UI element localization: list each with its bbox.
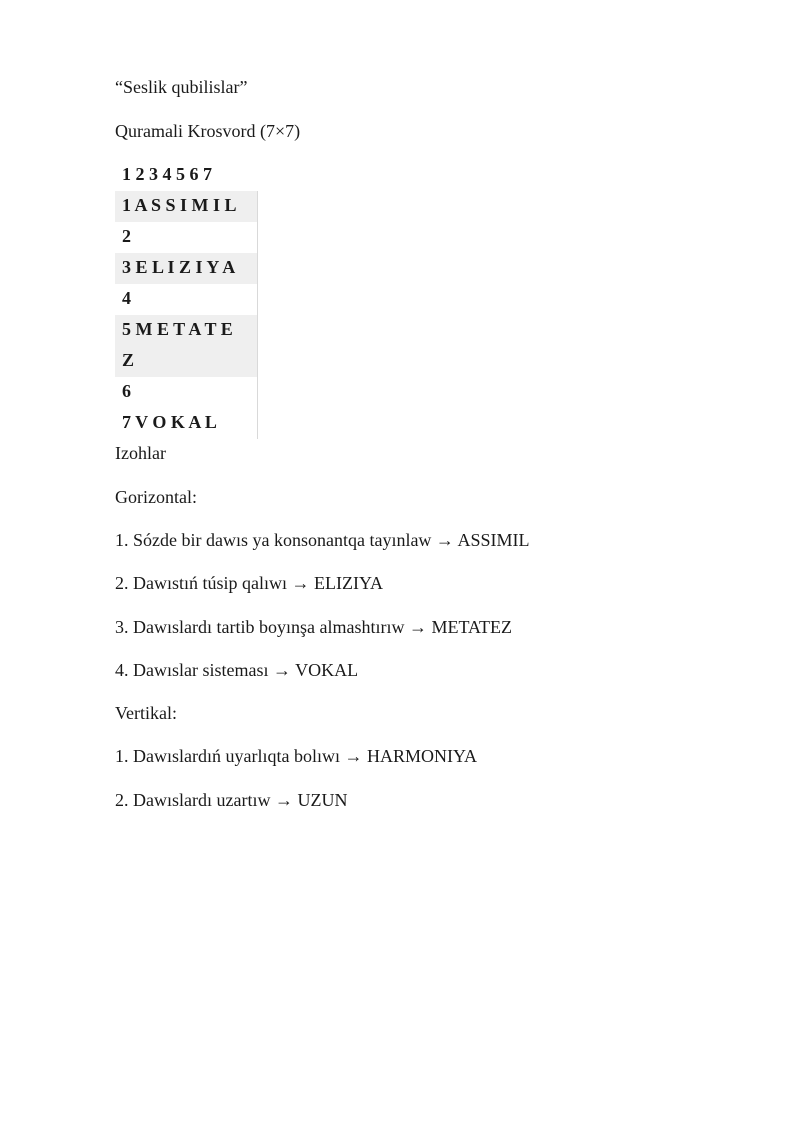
- crossword-grid: [115, 191, 258, 439]
- document-title: “Seslik qubilislar”: [115, 77, 248, 97]
- crossword-subtitle: Quramali Krosvord (7×7): [115, 121, 301, 141]
- table-row: 4: [122, 288, 131, 308]
- horizontal-clue-2: 2. Dawıstıń túsip qalıwı → ELIZIYA: [115, 573, 383, 593]
- table-row: 5 M E T A T E: [115, 315, 257, 346]
- table-row: Z: [115, 346, 257, 377]
- horizontal-clue-1: 1. Sózde bir dawıs ya konsonantqa tayınlaw → ASSIMIL: [115, 530, 530, 550]
- crossword-table: [115, 157, 258, 439]
- notes-heading: Izohlar: [115, 443, 166, 463]
- table-row: 2: [122, 226, 131, 246]
- table-row: 6: [122, 381, 131, 401]
- vertical-heading: Vertikal:: [115, 703, 177, 723]
- horizontal-heading: Gorizontal:: [115, 487, 197, 507]
- vertical-clue-1: 1. Dawıslardıń uyarlıqta bolıwı → HARMONIYA: [115, 746, 477, 766]
- horizontal-clue-4: 4. Dawıslar sisteması → VOKAL: [115, 660, 359, 680]
- column-numbers: 1 2 3 4 5 6 7: [122, 164, 212, 184]
- vertical-clue-2: 2. Dawıslardı uzartıw → UZUN: [115, 790, 348, 810]
- table-row: 3 E L I Z I Y A: [115, 253, 257, 284]
- table-row: 7 V O K A L: [122, 412, 217, 432]
- table-row: 1 A S S I M I L: [115, 191, 257, 222]
- horizontal-clue-3: 3. Dawıslardı tartib boyınşa almashtırıw → METATEZ: [115, 617, 512, 637]
